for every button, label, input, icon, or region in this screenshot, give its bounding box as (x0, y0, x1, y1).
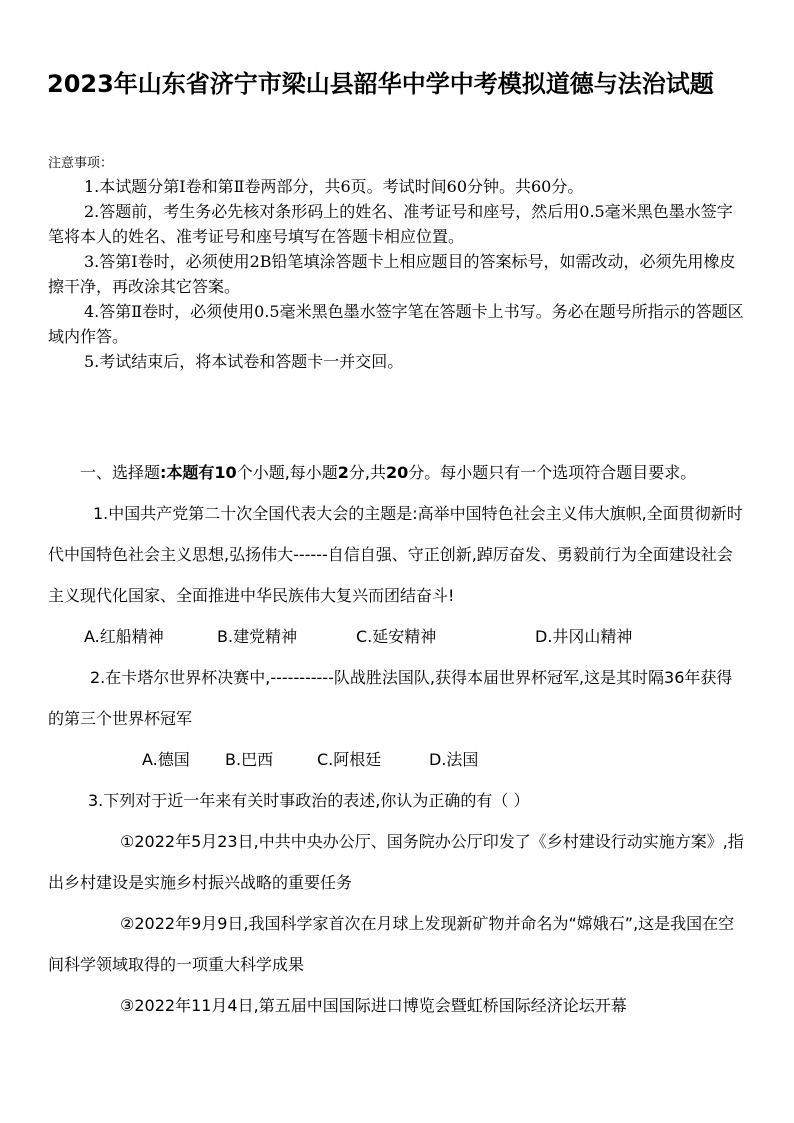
q2-option-d: D.法国 (429, 750, 479, 769)
question-section (48, 452, 748, 1026)
section-heading (48, 452, 748, 493)
q3-statement-3: ③2022年11月4日,第五届中国国际进口博览会暨虹桥国际经济论坛开幕 (120, 996, 627, 1015)
notice-item-1: 1.本试题分第Ⅰ卷和第Ⅱ卷两部分，共6页。考试时间60分钟。共60分。 (84, 177, 584, 196)
q2-option-a: A.德国 (142, 750, 190, 769)
section-question-count: 10 (214, 463, 237, 482)
q2-option-b: B.巴西 (225, 750, 274, 769)
notice-item-3: 3.答第Ⅰ卷时，必须使用2B铅笔填涂答题卡上相应题目的答案标号，如需改动，必须先用橡皮擦干净，再改涂其它答案。 (48, 252, 736, 296)
notice-item-2: 2.答题前，考生务必先核对条形码上的姓名、准考证号和座号，然后用0.5毫米黑色墨水签字笔将本人的姓名、准考证号和座号填写在答题卡相应位置。 (48, 202, 733, 246)
notice-section (48, 154, 748, 374)
notice-item-5: 5.考试结束后，将本试卷和答题卡一并交回。 (84, 352, 404, 371)
section-heading-part-b: :本题有 (160, 463, 215, 482)
q3-statement-2: ②2022年9月9日,我国科学家首次在月球上发现新矿物并命名为“嫦娥石”,这是我国在空间科学领域取得的一项重大科学成果 (48, 914, 735, 974)
exam-title: 2023年山东省济宁市梁山县韶华中学中考模拟道德与法治试题 (47, 70, 714, 98)
section-heading-part-a: 一、选择题 (80, 463, 161, 482)
question-2-stem: 2.在卡塔尔世界杯决赛中,-----------队战胜法国队,获得本届世界杯冠军,这是其时隔36年获得的第三个世界杯冠军 (48, 668, 733, 728)
q1-option-b: B.建党精神 (217, 627, 298, 646)
question-3-stem: 3.下列对于近一年来有关时事政治的表述,你认为正确的有（ ） (88, 791, 530, 810)
notice-heading: 注意事项： (48, 156, 114, 171)
q2-option-c: C.阿根廷 (317, 750, 382, 769)
section-heading-part-e: 分。每小题只有一个选项符合题目要求。 (408, 463, 697, 482)
section-points-total: 20 (386, 463, 409, 482)
question-2-options (48, 739, 748, 780)
section-heading-part-c: 个小题,每小题 (236, 463, 338, 482)
section-points-each: 2 (337, 463, 349, 482)
q3-statement-1: ①2022年5月23日,中共中央办公厅、国务院办公厅印发了《乡村建设行动实施方案》,指出乡村建设是实施乡村振兴战略的重要任务 (48, 832, 744, 892)
question-1-stem: 1.中国共产党第二十次全国代表大会的主题是:高举中国特色社会主义伟大旗帜,全面贯彻新时代中国特色社会主义思想,弘扬伟大------自信自强、守正创新,踔厉奋发、勇毅前行为全面建设社会主义现代化国家、全面推进中华民族伟大复兴而团结奋斗! (48, 504, 743, 605)
q1-option-d: D.井冈山精神 (535, 627, 633, 646)
q1-option-a: A.红船精神 (84, 627, 164, 646)
section-heading-part-d: 分,共 (348, 463, 387, 482)
notice-item-4: 4.答第Ⅱ卷时，必须使用0.5毫米黑色墨水签字笔在答题卡上书写。务必在题号所指示的答题区域内作答。 (48, 302, 744, 346)
question-1-options (48, 616, 748, 657)
q1-option-c: C.延安精神 (356, 627, 437, 646)
